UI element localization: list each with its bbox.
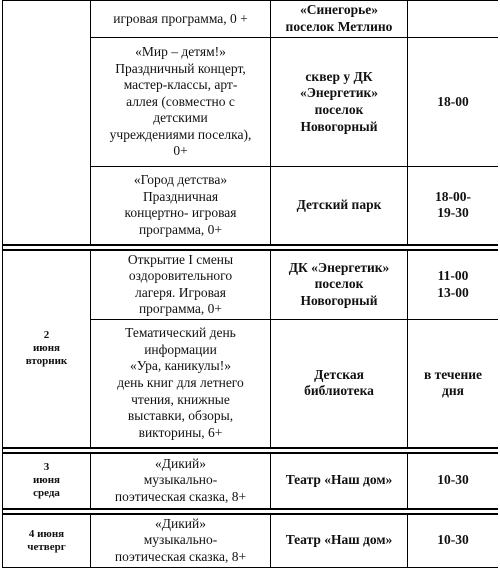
event-line: музыкально- <box>143 532 218 548</box>
event-line: Праздничный концерт, <box>115 60 246 76</box>
event-line: «Дикий» <box>155 455 206 471</box>
time-cell <box>408 167 499 245</box>
day-line: 2 <box>43 329 50 341</box>
time-line: 18-00- <box>435 188 471 204</box>
event-line: музыкально- <box>143 472 218 488</box>
event-line: Тематический день <box>125 325 236 341</box>
place-line: библиотека <box>304 383 374 399</box>
place-cell <box>271 1 408 38</box>
table-row <box>3 1 499 38</box>
event-line: «Мир – детям!» <box>135 43 226 59</box>
day-line: июня <box>32 342 61 354</box>
event-line: чтения, книжные <box>131 391 230 407</box>
event-cell <box>91 1 271 38</box>
place-line: Театр «Наш дом» <box>285 472 393 488</box>
event-line: «Город детства» <box>133 172 228 188</box>
day-line: вторник <box>25 355 68 367</box>
place-line: поселок Метлино <box>285 19 393 34</box>
event-cell <box>91 453 271 509</box>
time-cell <box>408 320 499 448</box>
event-line: «Дикий» <box>155 515 206 531</box>
day-line: июня <box>32 474 61 486</box>
place-line: поселок <box>314 102 364 117</box>
day-line: 4 июня <box>28 527 65 540</box>
place-line: «Энергетик» <box>299 85 379 101</box>
event-line: поэтическая сказка, 8+ <box>114 488 247 504</box>
place-cell <box>271 320 408 448</box>
day-line: четверг <box>27 540 66 553</box>
event-line: детскими <box>153 110 208 126</box>
event-line: Праздничная <box>142 188 219 204</box>
place-line: Детская <box>314 366 364 382</box>
time-line: 13-00 <box>437 284 469 300</box>
place-line: поселок <box>314 276 364 292</box>
event-line: оздоровительного <box>128 268 233 284</box>
event-cell <box>91 320 271 448</box>
event-line: «Ура, каникулы!» <box>130 358 231 374</box>
place-line: ДК «Энергетик» <box>288 259 390 275</box>
place-cell <box>271 250 408 320</box>
day-line: среда <box>33 487 60 499</box>
event-line: программа, 0+ <box>138 301 223 317</box>
event-line: аллея (совместно с <box>126 93 235 109</box>
day-line: 3 <box>43 461 50 473</box>
event-line: день книг для летнего <box>117 374 244 390</box>
day-cell <box>3 514 91 568</box>
time-line: 10-30 <box>437 472 469 488</box>
place-line: Новогорный <box>300 118 378 134</box>
table-row <box>3 514 499 568</box>
schedule-document <box>2 0 498 572</box>
event-line: 0+ <box>173 143 188 159</box>
table-row <box>3 453 499 509</box>
time-line: дня <box>442 383 464 399</box>
event-line: Открытие I смены <box>127 251 234 267</box>
day-cell <box>3 453 91 509</box>
time-cell <box>408 1 499 38</box>
time-cell <box>408 514 499 568</box>
event-line: мастер-классы, арт- <box>123 77 238 93</box>
place-line: «Синегорье» <box>300 2 378 18</box>
time-line: 19-30 <box>437 205 469 221</box>
event-cell <box>91 514 271 568</box>
day-cell <box>3 250 91 448</box>
event-line: лагеря. Игровая <box>135 284 226 300</box>
event-line: информации <box>144 341 217 357</box>
place-cell <box>271 514 408 568</box>
time-cell <box>408 38 499 167</box>
time-line: в течение <box>423 366 483 382</box>
event-line: выставки, обзоры, <box>127 408 234 424</box>
place-cell <box>271 167 408 245</box>
time-line: 18-00 <box>437 93 469 109</box>
schedule-table <box>2 0 498 568</box>
place-cell <box>271 38 408 167</box>
event-line: программа, 0+ <box>138 221 223 237</box>
event-cell <box>91 38 271 167</box>
place-cell <box>271 453 408 509</box>
event-cell <box>91 250 271 320</box>
event-line: поэтическая сказка, 8+ <box>114 549 247 565</box>
place-line: Новогорный <box>300 293 378 309</box>
place-line: Театр «Наш дом» <box>285 532 393 548</box>
event-line: учреждениями поселка), <box>109 126 252 142</box>
event-cell <box>91 167 271 245</box>
event-line: игровая программа, 0 + <box>113 10 248 26</box>
time-cell <box>408 453 499 509</box>
time-line: 10-30 <box>437 532 469 548</box>
place-line: сквер у ДК <box>305 68 373 84</box>
time-line: 11-00 <box>437 268 469 284</box>
event-line: викторины, 6+ <box>138 424 223 440</box>
time-cell <box>408 250 499 320</box>
day-cell-empty <box>3 1 91 245</box>
place-line: Детский парк <box>296 196 382 212</box>
table-row <box>3 250 499 320</box>
event-line: концертно- игровая <box>124 205 237 221</box>
